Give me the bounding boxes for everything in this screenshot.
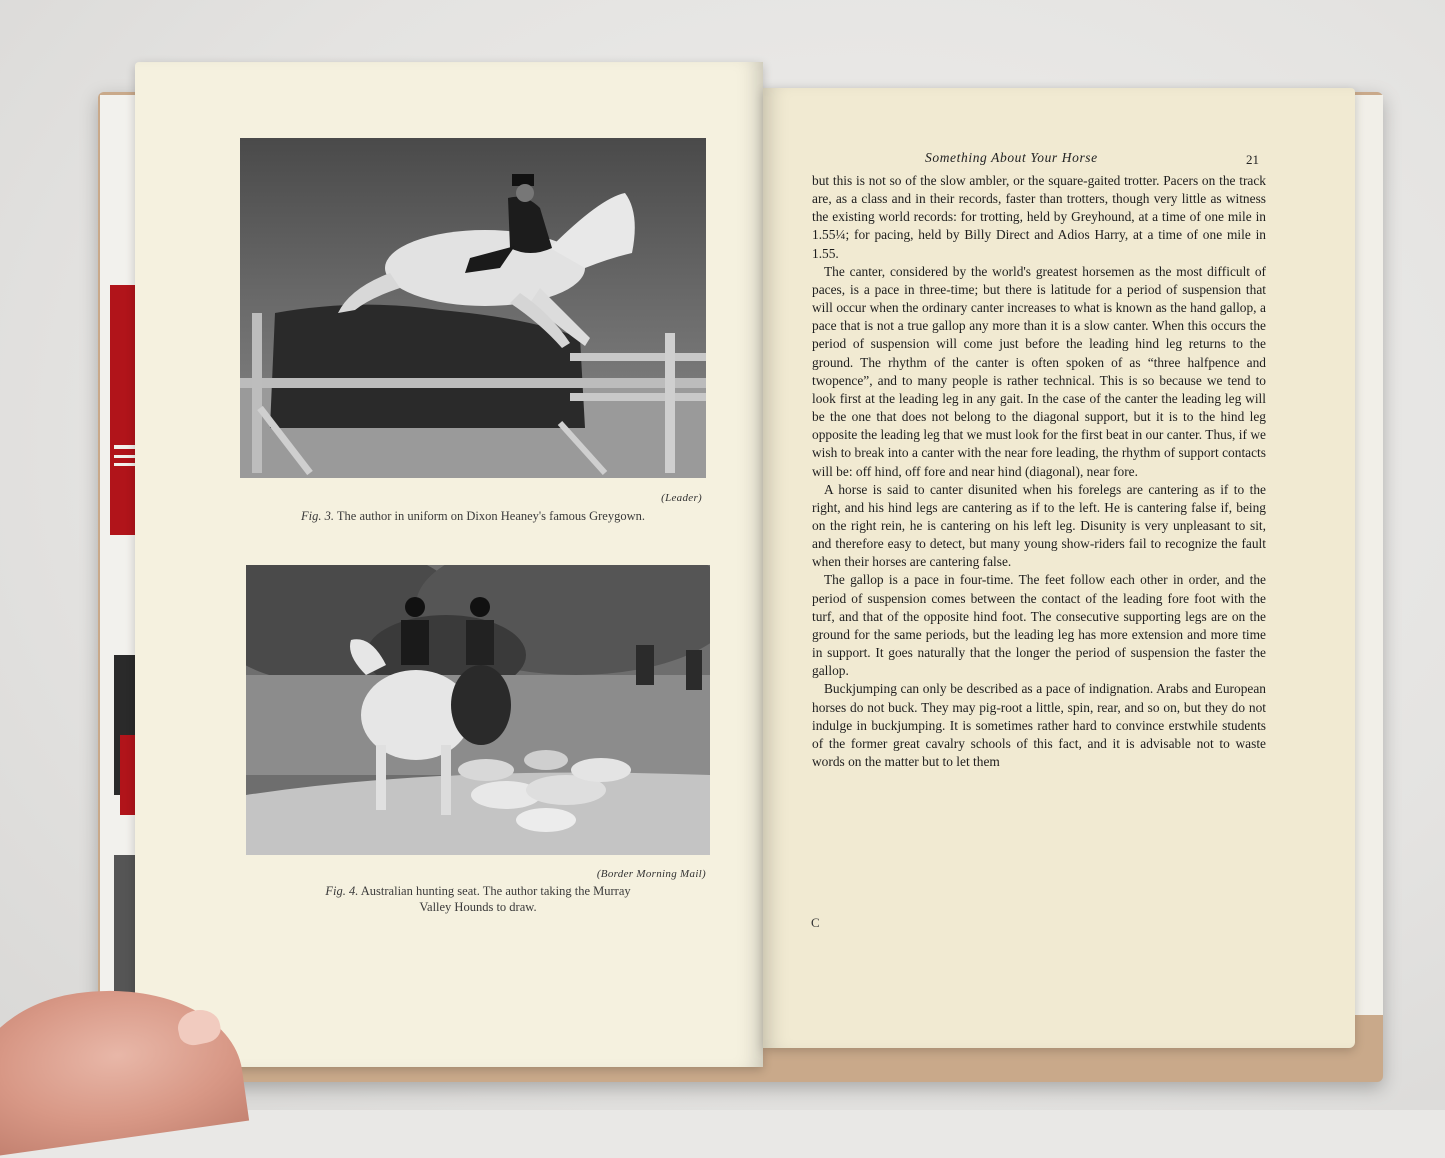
fig4-credit: (Border Morning Mail)	[596, 868, 706, 880]
signature-mark: C	[811, 915, 820, 930]
fig3-label: Fig. 3.	[301, 509, 334, 523]
paragraph-1: but this is not so of the slow ambler, or the square-gaited trotter. Pacers on the track are, as a class and in their records, faster than trotters, though very little as witness the existing world records: for trotting, held by Greyhound, at a time of one mile in 1.55¼; for pacing, held by Billy Direct and Adios Harry, at a time of one mile in 1.55.	[812, 173, 1266, 261]
fig4-caption-line2: Valley Hounds to draw.	[419, 900, 537, 914]
page-number: 21	[1246, 152, 1259, 167]
running-head: Something About Your Horse	[925, 150, 1098, 165]
paragraph-4: The gallop is a pace in four-time. The feet follow each other in order, and the period of suspension comes between the contact of the leading fore foot with the turf, and that of the opposite hind foot. The consecutive supporting legs are on the ground for the same periods, but the leading leg has more extension and more time in support. It goes naturally that the longer the period of suspension the faster the gallop.	[812, 572, 1266, 679]
body-text	[812, 172, 1266, 771]
fig4-caption	[250, 883, 706, 915]
paragraph-5: Buckjumping can only be described as a pace of indignation. Arabs and European horses do not buck. They may pig-root a little, spin, rear, and so on, but they do not indulge in buckjumping. It is sometimes rather hard to convince erstwhile students of the former great cavalry schools of this fact, and it is advisable not to waste words on the matter but to let them	[812, 681, 1266, 769]
paragraph-2: The canter, considered by the world's greatest horsemen as the most difficult of paces, is a pace in three-time; but there is latitude for a period of suspension that will occur when the ordinary canter increases to what is known as the hand gallop, a pace that is not a true gallop any more than it is a slow canter. When this occurs the period of suspension will come just before the leading hind leg returns to the ground. The rhythm of the canter is often spoken of as “three halfpence and twopence”, and to many people is rather technical. This is so because we tend to look first at the leading leg in any gait. In the case of the canter the leading leg will be the one that does not belong to the diagonal support, but it is to the hind leg opposite the leading leg that we must look for the first beat in our canter. Thus, if we wish to break into a canter with the near fore leading, the rhythm of support contacts will be: off hind, off fore and near hind (diagonal), near fore.	[812, 263, 1266, 479]
fig4-caption-line1: Australian hunting seat. The author taking the Murray	[360, 884, 631, 898]
fig4-photo-hunting-hounds	[246, 565, 710, 855]
fig3-photo-horse-jumping	[240, 138, 706, 478]
fig3-caption-text: The author in uniform on Dixon Heaney's famous Greygown.	[336, 509, 645, 523]
fig3-credit: (Leader)	[661, 492, 702, 504]
fig3-caption	[242, 508, 704, 524]
fig4-label: Fig. 4.	[325, 884, 359, 898]
paragraph-3: A horse is said to canter disunited when his forelegs are cantering as if to the right, and his hind legs are cantering as if to the left. He is cantering false if, being on the right rein, he is cantering on his left leg. Disunity is very unpleasant to sit, and therefore easy to detect, but many young show-riders fail to recognize the fault when their horses are cantering false.	[812, 481, 1266, 570]
